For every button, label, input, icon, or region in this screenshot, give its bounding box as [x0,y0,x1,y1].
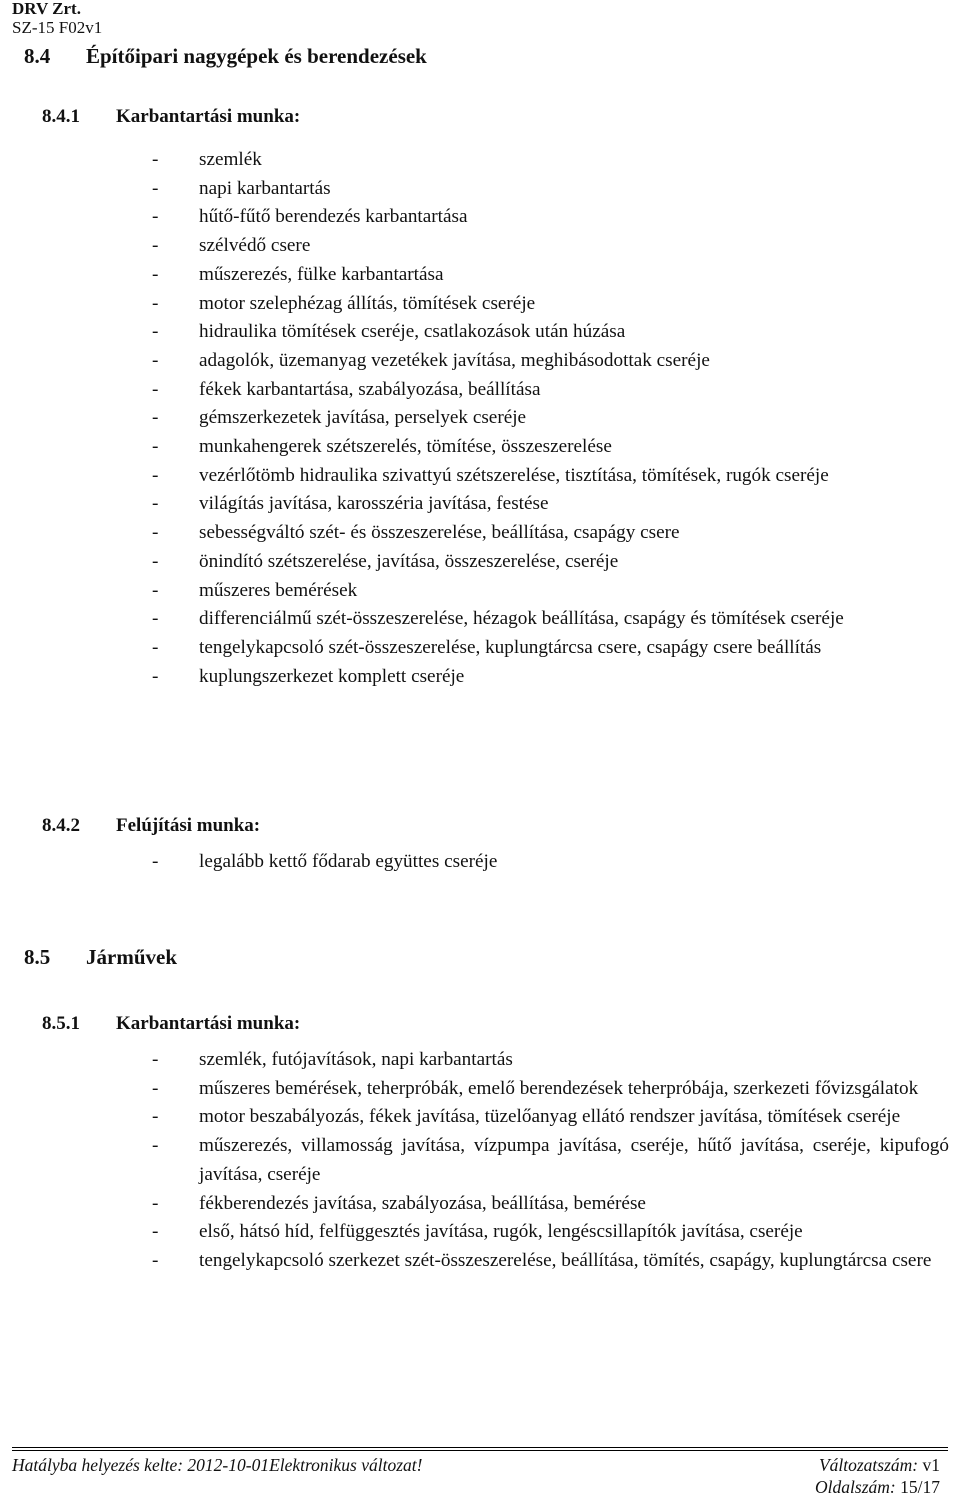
page-label: Oldalszám: [815,1477,896,1497]
list-item: - önindító szétszerelése, javítása, összeszerelése, cseréje [152,548,949,577]
subsection-title: Karbantartási munka: [116,1013,301,1034]
list-item: - szemlék [152,146,949,175]
list-item: - tengelykapcsoló szét-összeszerelése, kuplungtárcsa csere, csapágy csere beállítás [152,634,949,663]
list-item: - legalább kettő fődarab együttes cseréje [152,848,949,877]
section-heading-8-5 [24,945,177,969]
page-value: 15/17 [900,1477,940,1497]
footer-effective-date: Hatályba helyezés kelte: 2012-10-01Elektronikus változat! [12,1455,423,1475]
section-number: 8.5 [24,945,51,969]
list-item: - tengelykapcsoló szerkezet szét-összeszerelése, beállítása, tömítés, csapágy, kuplungtárcsa csere [152,1247,949,1276]
list-item: - szélvédő csere [152,232,949,261]
list-item: - vezérlőtömb hidraulika szivattyú szétszerelése, tisztítása, tömítések, rugók cseréje [152,462,949,491]
company-name: DRV Zrt. [12,0,81,18]
footer-meta [815,1454,940,1498]
list-item: - műszeres bemérések [152,577,949,606]
list-item: - fékberendezés javítása, szabályozása, beállítása, bemérése [152,1190,949,1219]
list-item: - műszerezés, villamosság javítása, vízpumpa javítása, cseréje, hűtő javítása, cseréje, kipufogó javítása, cseréje [152,1132,949,1189]
list-item: - motor szelephézag állítás, tömítések cseréje [152,290,949,319]
list-item: - világítás javítása, karosszéria javítása, festése [152,490,949,519]
subsection-number: 8.4.1 [42,106,80,127]
subsection-heading-8-4-1 [42,105,300,129]
list-8-5-1 [152,1046,949,1276]
subsection-title: Felújítási munka: [116,815,261,836]
footer-divider [12,1447,948,1449]
list-8-4-1 [152,146,949,691]
section-title: Építőipari nagygépek és berendezések [86,44,427,68]
list-item: - szemlék, futójavítások, napi karbantartás [152,1046,949,1075]
list-item: - sebességváltó szét- és összeszerelése, beállítása, csapágy csere [152,519,949,548]
form-code: SZ-15 F02v1 [12,18,103,37]
list-item: - differenciálmű szét-összeszerelése, hézagok beállítása, csapágy és tömítések cseréje [152,605,949,634]
list-item: - hidraulika tömítések cseréje, csatlakozások után húzása [152,318,949,347]
subsection-number: 8.4.2 [42,815,80,836]
list-item: - fékek karbantartása, szabályozása, beállítása [152,376,949,405]
list-item: - műszeres bemérések, teherpróbák, emelő berendezések teherpróbája, szerkezeti fővizsgálatok [152,1075,949,1104]
subsection-heading-8-5-1 [42,1012,300,1036]
list-item: - kuplungszerkezet komplett cseréje [152,663,949,692]
list-item: - hűtő-fűtő berendezés karbantartása [152,203,949,232]
section-number: 8.4 [24,44,51,68]
list-item: - napi karbantartás [152,175,949,204]
list-item: - gémszerkezetek javítása, perselyek cseréje [152,404,949,433]
list-item: - műszerezés, fülke karbantartása [152,261,949,290]
subsection-heading-8-4-2 [42,814,260,838]
list-item: - munkahengerek szétszerelés, tömítése, összeszerelése [152,433,949,462]
footer-page [815,1476,940,1498]
section-heading-8-4 [24,44,427,68]
section-title: Járművek [86,945,177,969]
list-8-4-2 [152,848,949,877]
list-item: - motor beszabályozás, fékek javítása, tüzelőanyag ellátó rendszer javítása, tömítések cseréje [152,1103,949,1132]
subsection-title: Karbantartási munka: [116,106,301,127]
list-item: - adagolók, üzemanyag vezetékek javítása, meghibásodottak cseréje [152,347,949,376]
footer-version [815,1454,940,1476]
list-item: - első, hátsó híd, felfüggesztés javítása, rugók, lengéscsillapítók javítása, cseréje [152,1218,949,1247]
version-label: Változatszám: [818,1455,919,1475]
subsection-number: 8.5.1 [42,1013,80,1034]
version-value: v1 [922,1455,940,1475]
